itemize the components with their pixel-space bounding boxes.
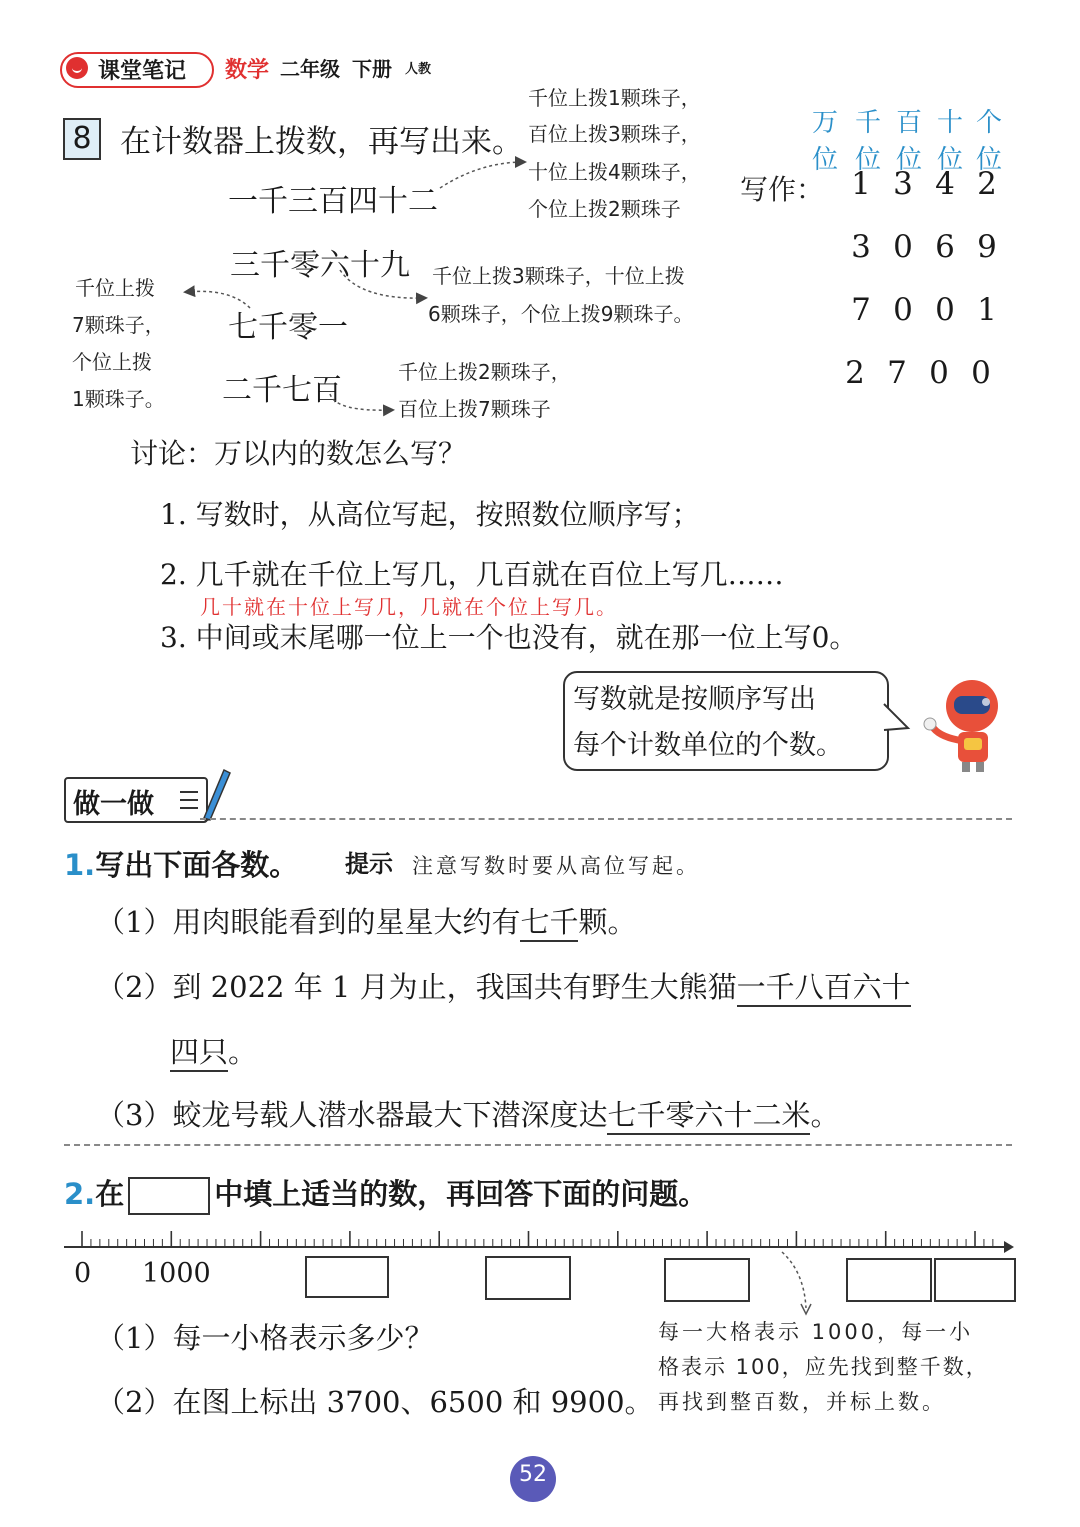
place-header-wan [812, 102, 838, 176]
number-line-label-0: 0 [74, 1258, 92, 1289]
q1-item-3-suffix: 。 [810, 1098, 840, 1132]
note-2-line-2: 6颗珠子，个位上拨9颗珠子。 [428, 302, 694, 326]
header-label: 课堂笔记 [98, 58, 187, 84]
problem-number: 8 [63, 118, 101, 160]
q1-hint-label: 提示 [345, 850, 393, 878]
q1-item-1-suffix: 颗。 [578, 905, 637, 939]
answer-row-4 [834, 355, 1002, 391]
q2-title-b: 中填上适当的数，再回答下面的问题。 [214, 1177, 708, 1211]
q1-item-2-text: （2）到 2022 年 1 月为止，我国共有野生大熊猫 [96, 970, 737, 1004]
note-3-line-1: 千位上拨 [75, 276, 155, 300]
speech-bubble-tail [882, 702, 912, 736]
q1-hint-text: 注意写数时要从高位写起。 [412, 854, 700, 878]
answer-digit: 0 [971, 355, 991, 391]
chinese-number-4: 二千七百 [222, 373, 342, 408]
chinese-number-1: 一千三百四十二 [228, 184, 438, 219]
answer-digit: 4 [935, 166, 955, 202]
note-3-line-2: 7颗珠子， [72, 313, 165, 337]
bubble-line-2: 每个计数单位的个数。 [573, 730, 843, 761]
answer-digit: 1 [851, 166, 871, 202]
place-header-shi-top: 十 [937, 108, 964, 138]
answer-digit: 6 [935, 229, 955, 265]
q1-item-2-suffix: 。 [228, 1035, 258, 1069]
header-subject: 数学 [225, 57, 270, 83]
q1-item-2-cont [170, 1030, 257, 1071]
place-header-bai-bottom: 位 [896, 145, 923, 175]
note-1-line-1: 千位上拨1颗珠子， [528, 86, 701, 110]
discussion-rule-1: 1. 写数时，从高位写起，按照数位顺序写； [160, 498, 700, 531]
number-line-answer-box[interactable] [664, 1258, 750, 1302]
q1-item-2-answer: 一千八百六十 [737, 970, 911, 1007]
answer-digit: 2 [845, 355, 865, 391]
answer-digit: 2 [977, 166, 997, 202]
answer-digit: 0 [929, 355, 949, 391]
place-header-shi [937, 102, 963, 176]
note-1-line-2: 百位上拨3颗珠子， [528, 122, 701, 146]
q2-hint-line-3: 再找到整百数，并标上数。 [658, 1390, 946, 1414]
place-header-ge [976, 102, 1002, 176]
pencil-icon [176, 764, 234, 822]
doit-label: 做一做 [73, 789, 154, 820]
q2-number: 2. [64, 1177, 96, 1211]
note-4-line-1: 千位上拨2颗珠子， [398, 360, 571, 384]
q1-item-1 [96, 900, 636, 941]
answer-row-1 [840, 166, 1008, 202]
number-line-answer-box[interactable] [934, 1258, 1016, 1302]
chinese-number-3: 七千零一 [228, 310, 348, 345]
q1-item-1-text: （1）用肉眼能看到的星星大约有 [96, 905, 521, 939]
bubble-line-1: 写数就是按顺序写出 [573, 684, 816, 715]
answer-row-2 [840, 229, 1008, 265]
section-divider [200, 818, 1012, 820]
place-header-qian [855, 102, 881, 176]
note-1-line-3: 十位上拨4颗珠子， [528, 160, 701, 184]
place-header-ge-bottom: 位 [976, 145, 1003, 175]
answer-digit: 3 [851, 229, 871, 265]
section-divider [64, 1144, 1012, 1146]
answer-digit: 7 [887, 355, 907, 391]
place-header-qian-top: 千 [855, 108, 882, 138]
place-header-wan-bottom: 位 [812, 145, 839, 175]
q1-item-3 [96, 1093, 839, 1134]
place-header-qian-bottom: 位 [855, 145, 882, 175]
header-volume: 下册 [352, 57, 392, 81]
note-2-line-1: 千位上拨3颗珠子，十位上拨 [432, 264, 685, 288]
answer-digit: 0 [893, 292, 913, 328]
number-line-answer-box[interactable] [846, 1258, 932, 1302]
discussion-prompt: 讨论：万以内的数怎么写？ [130, 437, 467, 470]
q1-item-1-answer: 七千 [520, 905, 578, 942]
header-edition: 人教 [405, 62, 432, 77]
answer-row-3 [840, 292, 1008, 328]
q2-heading [64, 1172, 707, 1215]
write-label: 写作： [740, 173, 825, 206]
q1-item-3-text: （3）蛟龙号载人潜水器最大下潜深度达 [96, 1098, 608, 1132]
place-header-ge-top: 个 [976, 108, 1003, 138]
note-1-line-4: 个位上拨2颗珠子 [528, 197, 681, 221]
chinese-number-2: 三千零六十九 [230, 248, 410, 283]
answer-digit: 3 [893, 166, 913, 202]
page-number: 52 [519, 1462, 547, 1487]
red-handwritten-note: 几十就在十位上写几，几就在个位上写几。 [200, 595, 618, 619]
number-line-answer-box[interactable] [485, 1256, 571, 1300]
note-3-line-3: 个位上拨 [72, 350, 152, 374]
q1-number: 1. [64, 848, 96, 882]
q1-item-2-answer-cont: 四只 [170, 1035, 228, 1072]
problem-title: 在计数器上拨数，再写出来。 [120, 124, 523, 160]
place-header-bai-top: 百 [896, 108, 923, 138]
robot-mascot-icon [918, 676, 1010, 774]
q2-hint-line-2: 格表示 100，应先找到整千数， [658, 1355, 989, 1379]
place-header-bai [896, 102, 922, 176]
answer-digit: 1 [977, 292, 997, 328]
q2-title-box [128, 1177, 210, 1215]
discussion-rule-3: 3. 中间或末尾哪一位上一个也没有，就在那一位上写0。 [160, 621, 858, 654]
q1-item-2 [96, 965, 911, 1006]
answer-digit: 0 [893, 229, 913, 265]
place-header-shi-bottom: 位 [937, 145, 964, 175]
header-grade: 二年级 [280, 57, 340, 81]
discussion-rule-2: 2. 几千就在千位上写几，几百就在百位上写几…… [160, 558, 784, 591]
answer-digit: 9 [977, 229, 997, 265]
number-line-label-1000: 1000 [142, 1258, 211, 1289]
note-3-line-4: 1颗珠子。 [72, 387, 165, 411]
q2-title-a: 在 [95, 1177, 125, 1211]
number-line-answer-box[interactable] [305, 1256, 389, 1298]
q2-sub-2: （2）在图上标出 3700、6500 和 9900。 [96, 1385, 654, 1419]
hint-arrow [770, 1248, 820, 1316]
note-4-line-2: 百位上拨7颗珠子 [398, 397, 551, 421]
q1-heading [64, 843, 298, 884]
place-header-wan-top: 万 [812, 108, 839, 138]
answer-digit: 7 [851, 292, 871, 328]
answer-digit: 0 [935, 292, 955, 328]
q2-sub-1: （1）每一小格表示多少？ [96, 1321, 434, 1355]
q1-item-3-answer: 七千零六十二米 [607, 1098, 810, 1135]
q2-hint-line-1: 每一大格表示 1000，每一小 [658, 1320, 974, 1344]
q1-title: 写出下面各数。 [95, 848, 299, 882]
